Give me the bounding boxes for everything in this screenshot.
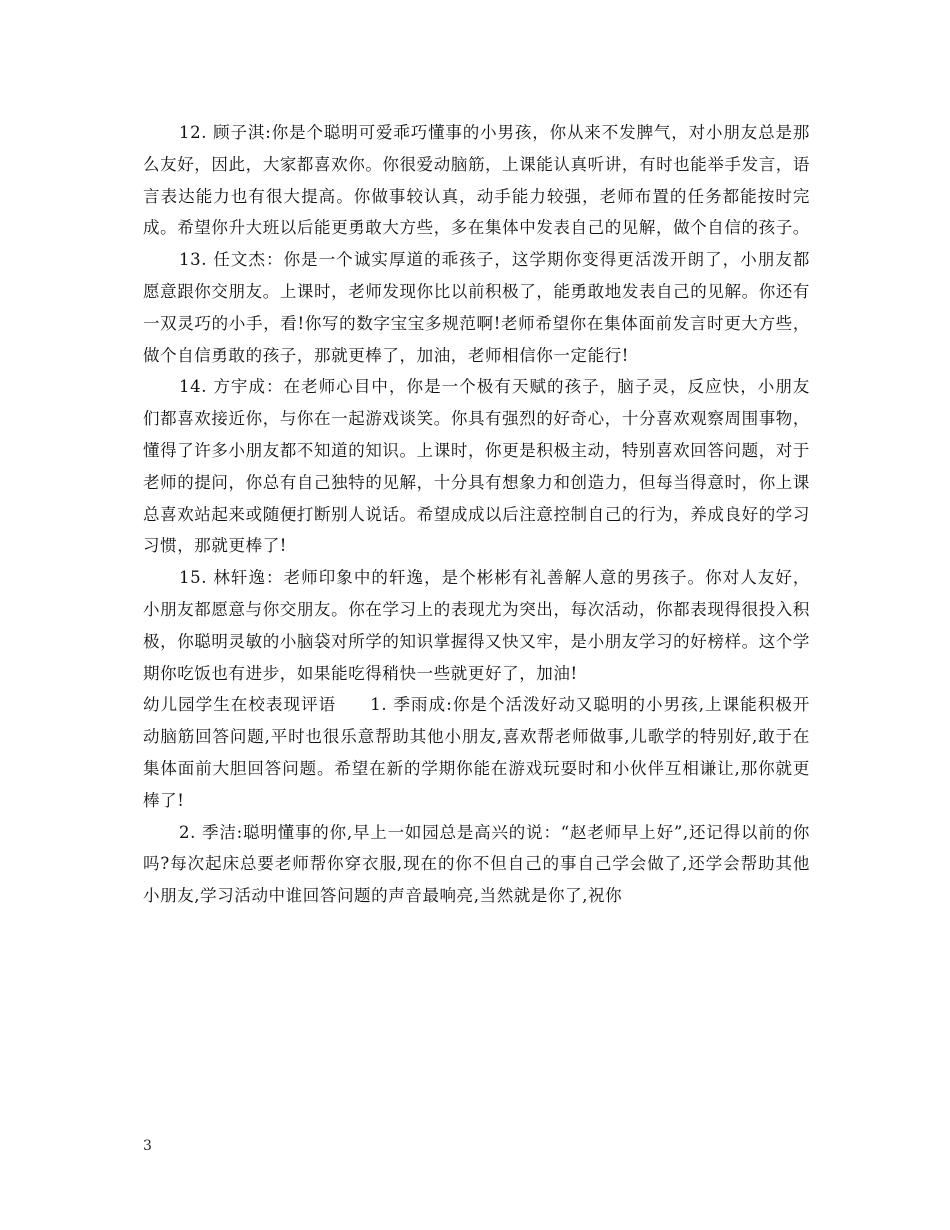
paragraph-text: 13. 任文杰：你是一个诚实厚道的乖孩子，这学期你变得更活泼开朗了，小朋友都愿意跟你交朋友。上课时，老师发现你比以前积极了，能勇敢地发表自己的见解。你还有一双灵巧的小手，看!你写的数字宝宝多规范啊!老师希望你在集体面前发言时更大方些，做个自信勇敢的孩子，那就更棒了，加油，老师相信你一定能行! (143, 250, 810, 365)
paragraph-text: 1. 季雨成:你是个活泼好动又聪明的小男孩,上课能积极开动脑筋回答问题,平时也很乐意帮助其他小朋友,喜欢帮老师做事,儿歌学的特别好,敢于在集体面前大胆回答问题。希望在新的学期你能在游戏玩耍时和小伙伴互相谦让,那你就更棒了! (143, 695, 810, 810)
paragraph-text: 12. 顾子淇:你是个聪明可爱乖巧懂事的小男孩，你从来不发脾气，对小朋友总是那么友好，因此，大家都喜欢你。你很爱动脑筋，上课能认真听讲，有时也能举手发言，语言表达能力也有很大提高。你做事较认真，动手能力较强，老师布置的任务都能按时完成。希望你升大班以后能更勇敢大方些，多在集体中发表自己的见解，做个自信的孩子。 (143, 123, 810, 238)
paragraph-comment-2 (143, 817, 810, 912)
paragraph-comment-13 (143, 244, 810, 371)
paragraph-section-start (143, 689, 810, 816)
page-number: 3 (143, 1138, 152, 1154)
paragraph-text: 2. 季洁:聪明懂事的你,早上一如园总是高兴的说：“赵老师早上好”,还记得以前的你吗?每次起床总要老师帮你穿衣服,现在的你不但自己的事自己学会做了,还学会帮助其他小朋友,学习活动中谁回答问题的声音最响亮,当然就是你了,祝你 (143, 822, 810, 906)
paragraph-comment-12 (143, 117, 810, 244)
paragraph-text: 14. 方宇成：在老师心目中，你是一个极有天赋的孩子，脑子灵，反应快，小朋友们都喜欢接近你，与你在一起游戏谈笑。你具有强烈的好奇心，十分喜欢观察周围事物，懂得了许多小朋友都不知道的知识。上课时，你更是积极主动，特别喜欢回答问题，对于老师的提问，你总有自己独特的见解，十分具有想象力和创造力，但每当得意时，你上课总喜欢站起来或随便打断别人说话。希望成成以后注意控制自己的行为，养成良好的学习习惯，那就更棒了! (143, 377, 810, 556)
section-heading: 幼儿园学生在校表现评语 (143, 695, 337, 715)
document-body (143, 117, 810, 912)
paragraph-comment-15 (143, 562, 810, 689)
paragraph-comment-14 (143, 371, 810, 562)
paragraph-text: 15. 林轩逸：老师印象中的轩逸，是个彬彬有礼善解人意的男孩子。你对人友好，小朋友都愿意与你交朋友。你在学习上的表现尤为突出，每次活动，你都表现得很投入积极，你聪明灵敏的小脑袋对所学的知识掌握得又快又牢，是小朋友学习的好榜样。这个学期你吃饭也有进步，如果能吃得稍快一些就更好了，加油! (143, 568, 810, 683)
